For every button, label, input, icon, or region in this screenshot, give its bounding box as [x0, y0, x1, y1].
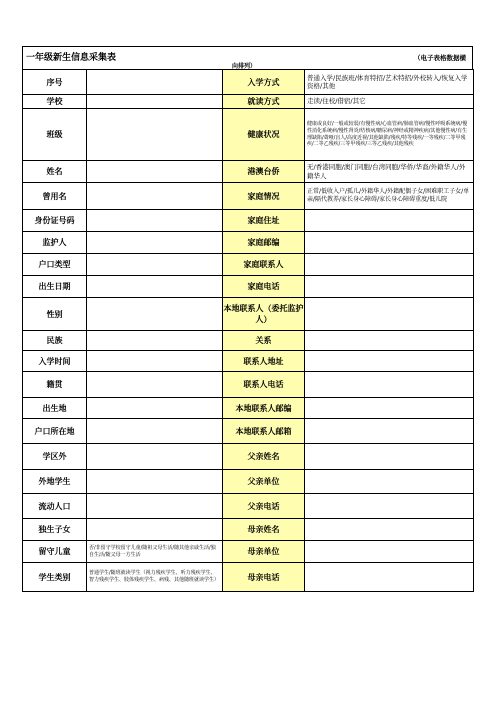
field-label: 本地联系人邮编 — [223, 398, 305, 419]
field-value[interactable] — [87, 298, 223, 331]
field-value[interactable] — [305, 254, 474, 276]
field-value[interactable] — [87, 444, 223, 470]
field-label: 学校 — [23, 95, 87, 109]
field-label: 序号 — [23, 70, 87, 95]
field-label: 就读方式 — [223, 95, 305, 109]
table-row — [23, 351, 474, 372]
field-label: 家庭情况 — [223, 183, 305, 210]
field-label: 留守儿童 — [23, 541, 87, 563]
field-label: 港澳台侨 — [223, 161, 305, 183]
field-label: 入学时间 — [23, 351, 87, 372]
table-row — [23, 372, 474, 398]
field-value[interactable]: 无/香港同胞/澳门同胞/台湾同胞/华侨/华裔/外籍华人/外籍华人 — [305, 161, 474, 183]
field-label: 独生子女 — [23, 519, 87, 541]
field-value[interactable] — [305, 444, 474, 470]
field-label: 本地联系人（委托监护人） — [223, 298, 305, 331]
field-label: 母亲姓名 — [223, 519, 305, 541]
field-label: 家庭住址 — [223, 210, 305, 232]
field-value[interactable] — [87, 232, 223, 254]
field-value[interactable] — [305, 494, 474, 519]
table-row — [23, 232, 474, 254]
field-value[interactable] — [87, 398, 223, 419]
field-label: 家庭邮编 — [223, 232, 305, 254]
field-label: 父亲电话 — [223, 494, 305, 519]
field-label: 联系人地址 — [223, 351, 305, 372]
field-value[interactable]: 普通入学/民族班/体育特招/艺术特招/外校转入/恢复入学资格/其他 — [305, 70, 474, 95]
field-label: 家庭电话 — [223, 276, 305, 298]
field-value[interactable] — [87, 95, 223, 109]
field-value[interactable] — [87, 210, 223, 232]
field-label: 关系 — [223, 331, 305, 351]
field-value[interactable] — [87, 372, 223, 398]
field-value[interactable] — [87, 276, 223, 298]
form-title: 一年级新生信息采集表 — [26, 53, 117, 63]
field-value[interactable] — [87, 419, 223, 444]
field-value[interactable] — [87, 331, 223, 351]
field-label: 户口类型 — [23, 254, 87, 276]
form-note-continued: 向排列） — [232, 63, 257, 70]
field-value[interactable] — [305, 372, 474, 398]
field-value[interactable]: 健康或良好/一般或较弱/有慢性病/心血管病/肺血管病/慢性呼吸系统病/慢性消化系统病/慢性肾炎/结核病/糖尿病/神经或精神疾病/其他慢性病/有生理缺陷/聋哑/盲人/高度近视/其他缺陷/残疾/特等残疾/一等残疾/二等甲残疾/二等乙残疾/三等甲残疾/三等乙残疾/其他残疾 — [305, 109, 474, 161]
field-value[interactable] — [305, 419, 474, 444]
field-value[interactable] — [305, 541, 474, 563]
field-value[interactable] — [87, 70, 223, 95]
field-value[interactable] — [87, 109, 223, 161]
field-value[interactable] — [87, 183, 223, 210]
field-value[interactable] — [305, 232, 474, 254]
field-value[interactable]: 正常/低收入户/孤儿/外籍华人/外籍配偶子女/困难职工子女/单亲/隔代教养/家长身心障碍/家长身心障碍重度/低儿院 — [305, 183, 474, 210]
field-label: 流动人口 — [23, 494, 87, 519]
table-row — [23, 331, 474, 351]
form-header — [22, 46, 473, 69]
table-row — [23, 494, 474, 519]
field-value[interactable]: 否/非留守学校留守儿童/随祖父母生活/随其他亲戚生活/独自生活/随父母一方生活 — [87, 541, 223, 563]
field-label: 出生地 — [23, 398, 87, 419]
field-value[interactable] — [87, 494, 223, 519]
field-value[interactable] — [87, 351, 223, 372]
info-form-sheet — [22, 46, 473, 592]
table-row — [23, 254, 474, 276]
field-label: 民族 — [23, 331, 87, 351]
field-label: 健康状况 — [223, 109, 305, 161]
field-label: 身份证号码 — [23, 210, 87, 232]
field-value[interactable] — [87, 470, 223, 494]
field-label: 父亲单位 — [223, 470, 305, 494]
table-row — [23, 210, 474, 232]
field-value[interactable] — [305, 470, 474, 494]
field-value[interactable] — [305, 276, 474, 298]
field-label: 入学方式 — [223, 70, 305, 95]
table-row — [23, 276, 474, 298]
info-table — [22, 69, 474, 592]
field-value[interactable] — [305, 351, 474, 372]
table-row — [23, 95, 474, 109]
field-label: 学区外 — [23, 444, 87, 470]
field-label: 母亲电话 — [223, 563, 305, 592]
field-label: 曾用名 — [23, 183, 87, 210]
table-row — [23, 563, 474, 592]
field-label: 联系人电话 — [223, 372, 305, 398]
table-row — [23, 398, 474, 419]
field-value[interactable] — [305, 519, 474, 541]
table-row — [23, 70, 474, 95]
field-label: 母亲单位 — [223, 541, 305, 563]
field-value[interactable]: 走读/住校/借宿/其它 — [305, 95, 474, 109]
field-value[interactable] — [87, 161, 223, 183]
field-value[interactable] — [87, 254, 223, 276]
field-label: 出生日期 — [23, 276, 87, 298]
field-value[interactable] — [305, 563, 474, 592]
field-value[interactable] — [305, 210, 474, 232]
field-label: 外地学生 — [23, 470, 87, 494]
table-row — [23, 541, 474, 563]
table-row — [23, 298, 474, 331]
field-value[interactable] — [305, 398, 474, 419]
table-row — [23, 109, 474, 161]
field-value[interactable]: 普通学生/随班就读学生（视力残疾学生、听力残疾学生、智力残疾学生、肢体残疾学生、病残、其他随班就读学生） — [87, 563, 223, 592]
table-row — [23, 519, 474, 541]
table-row — [23, 444, 474, 470]
table-row — [23, 183, 474, 210]
field-label: 籍贯 — [23, 372, 87, 398]
field-label: 学生类别 — [23, 563, 87, 592]
field-label: 户口所在地 — [23, 419, 87, 444]
field-label: 监护人 — [23, 232, 87, 254]
field-value[interactable] — [87, 519, 223, 541]
field-label: 姓名 — [23, 161, 87, 183]
form-note: （电子表格数据横 — [414, 54, 466, 62]
table-row — [23, 161, 474, 183]
field-label: 父亲姓名 — [223, 444, 305, 470]
field-label: 本地联系人邮箱 — [223, 419, 305, 444]
table-row — [23, 419, 474, 444]
field-label: 家庭联系人 — [223, 254, 305, 276]
field-label: 性别 — [23, 298, 87, 331]
field-value[interactable] — [305, 298, 474, 331]
table-row — [23, 470, 474, 494]
field-label: 班级 — [23, 109, 87, 161]
field-value[interactable] — [305, 331, 474, 351]
